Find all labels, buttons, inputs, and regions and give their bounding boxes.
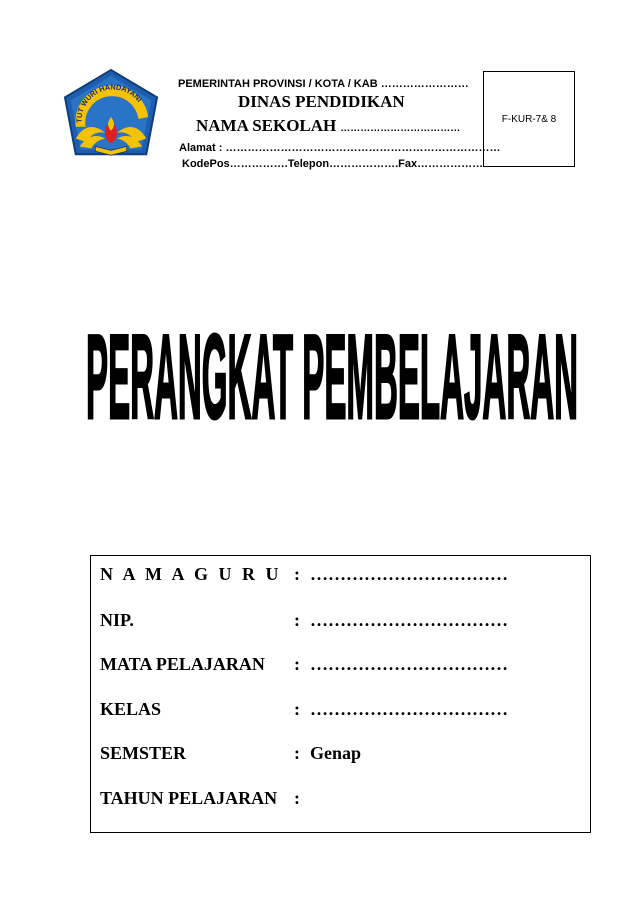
document-title (82, 318, 582, 438)
teacher-info-box (90, 555, 591, 833)
info-value: …………………………… (310, 699, 508, 719)
info-separator: : (294, 654, 300, 674)
info-value: …………………………… (310, 610, 508, 630)
school-name-label: NAMA SEKOLAH (196, 116, 337, 135)
info-separator: : (294, 610, 300, 630)
header-government-line: PEMERINTAH PROVINSI / KOTA / KAB …………………… (178, 78, 469, 90)
document-code-box (483, 71, 575, 167)
info-separator: : (294, 699, 300, 719)
info-separator: : (294, 564, 300, 584)
document-title-text: PERANGKAT PEMBELAJARAN (86, 318, 578, 438)
header-address-line: Alamat : ………………………………………………………………… (179, 142, 501, 154)
info-label: MATA PELAJARAN (100, 654, 265, 674)
info-value: Genap (310, 743, 362, 763)
info-label: KELAS (100, 699, 162, 719)
info-label: TAHUN PELAJARAN (100, 788, 278, 808)
document-code: F-KUR-7& 8 (501, 113, 557, 125)
info-value: …………………………… (310, 564, 508, 584)
info-separator: : (294, 788, 300, 808)
info-label: SEMSTER (100, 743, 187, 763)
header-contact-line: KodePos…………….Telepon……………….Fax……………… (182, 158, 484, 170)
info-label: NIP. (100, 610, 134, 630)
header-school-name (196, 116, 460, 136)
tut-wuri-handayani-logo (62, 68, 160, 166)
info-value: …………………………… (310, 654, 508, 674)
logo-motto-text: TUT WURI HANDAYANI (74, 82, 144, 123)
info-label: N A M A G U R U (100, 564, 282, 584)
header-department-name: DINAS PENDIDIKAN (238, 92, 405, 111)
info-separator: : (294, 743, 300, 763)
school-name-blank: ……………………………… (340, 123, 461, 134)
